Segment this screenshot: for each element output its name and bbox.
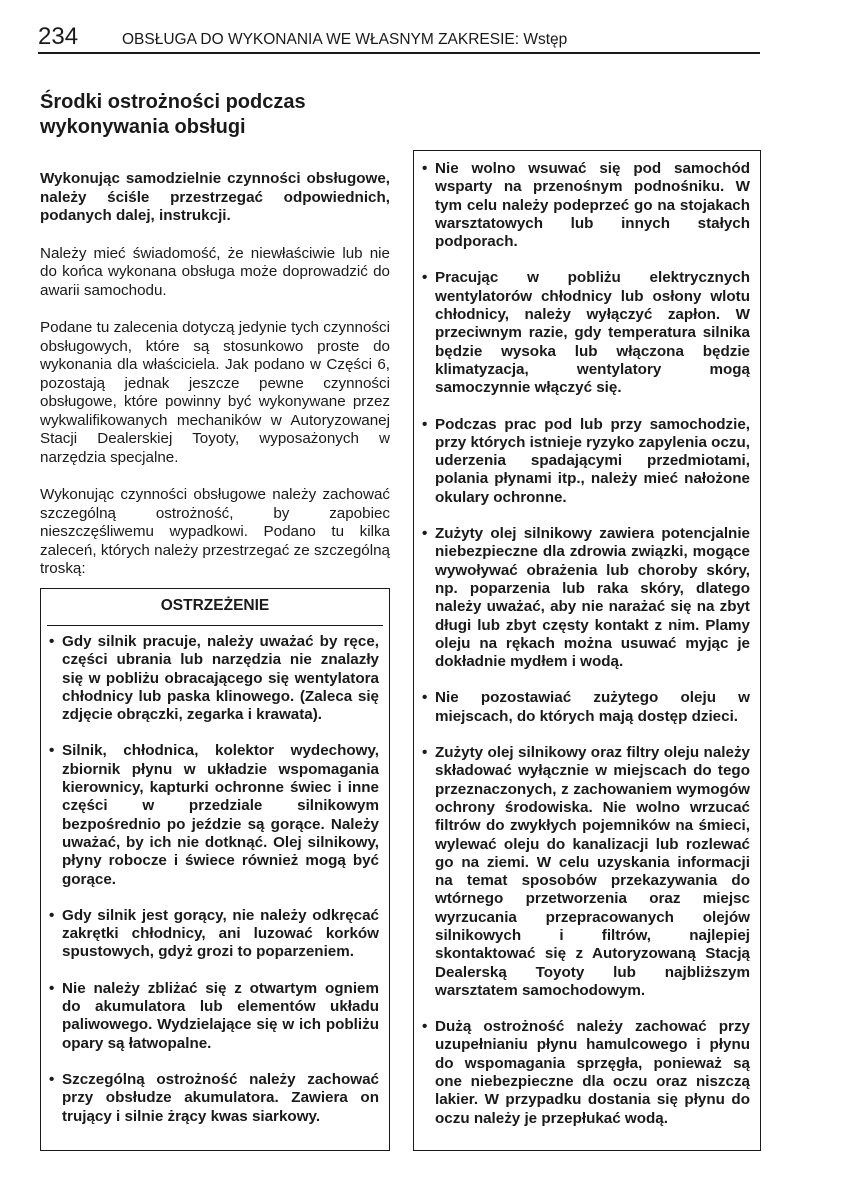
precaution-item-text: Nie pozostawiać zużytego oleju w miejscach, do których mają dostęp dzieci. — [435, 689, 750, 725]
section-title: Środki ostrożności podczas wykonywania obsługi — [40, 91, 306, 138]
precaution-item-text: Podczas prac pod lub przy samochodzie, przy których istnieje ryzyko zapylenia oczu, uderzenia spadającymi przedmiotami, polania płynami itp., należy mieć nałożone okulary ochronne. — [435, 415, 750, 506]
bullet-icon: • — [49, 1070, 55, 1088]
warning-item-text: Gdy silnik jest gorący, nie należy odkręcać zakrętki chłodnicy, ani luzować korków spustowych, gdyż grozi to poparzeniem. — [62, 906, 379, 961]
running-head: OBSŁUGA DO WYKONANIA WE WŁASNYM ZAKRESIE: Wstęp — [122, 31, 568, 48]
precaution-item — [422, 525, 750, 671]
precautions-list — [422, 160, 750, 1146]
bullet-icon: • — [422, 1018, 428, 1036]
bullet-icon: • — [49, 906, 55, 924]
bullet-icon: • — [422, 689, 428, 707]
precaution-item — [422, 1018, 750, 1128]
bullet-icon: • — [422, 269, 428, 287]
left-column — [40, 90, 390, 598]
precaution-item-text: Dużą ostrożność należy zachować przy uzupełnianiu płynu hamulcowego i płynu do wspomagania sprzęgła, ponieważ są one niebezpieczne dla oczu oraz niszczą lakier. W przypadku dostania się płynu do oczu należy je przepłukać wodą. — [435, 1018, 750, 1127]
precaution-item-text: Zużyty olej silnikowy zawiera potencjalnie niebezpieczne dla zdrowia związki, mogące wywoływać obrażenia lub choroby skóry, np. poparzenia lub raka skóry, dlatego należy uważać, aby nie narażać się na zbyt długi lub zbyt częsty kontakt z nim. Plamy oleju na rękach można usuwać myjąc je dokładnie mydłem i wodą. — [435, 525, 750, 671]
bullet-icon: • — [422, 160, 428, 177]
precaution-item-text: Nie wolno wsuwać się pod samochód wsparty na przenośnym podnośniku. W tym celu należy podeprzeć go na stojakach warsztatowych lub innych stałych podporach. — [435, 160, 750, 251]
precautions-box — [413, 150, 761, 1151]
precaution-item — [422, 416, 750, 507]
bullet-icon: • — [49, 633, 55, 650]
bullet-icon: • — [422, 415, 428, 433]
body-paragraph-3: Wykonując czynności obsługowe należy zachować szczególną ostrożność, by zapobiec nieszczęśliwemu wypadkowi. Podano tu kilka zaleceń, których należy przestrzegać ze szczególną troską: — [40, 486, 390, 577]
warning-item — [49, 980, 379, 1053]
precaution-item — [422, 744, 750, 1000]
warning-box — [40, 588, 390, 1151]
body-paragraph-1: Należy mieć świadomość, że niewłaściwie lub nie do końca wykonana obsługa może doprowadzić do awarii samochodu. — [40, 244, 390, 299]
bullet-icon: • — [49, 742, 55, 760]
warning-item-text: Szczególną ostrożność należy zachować przy obsłudze akumulatora. Zawiera on trujący i silnie żrący kwas siarkowy. — [62, 1070, 379, 1125]
page-header — [38, 23, 760, 54]
precaution-item — [422, 689, 750, 726]
warning-item — [49, 742, 379, 888]
warning-item — [49, 633, 379, 724]
precaution-item-text: Zużyty olej silnikowy oraz filtry oleju należy składować wyłącznie w miejscach do tego przeznaczonych, z zachowaniem wymogów ochrony środowiska. Nie wolno wrzucać filtrów do zwykłych pojemników na śmieci, wylewać oleju do kanalizacji lub rozlewać go na ziemi. W celu uzyskania informacji na temat sposobów przekazywania do wtórnego przetworzenia oraz miejsc wyrzucania przepracowanych olejów silnikowych i filtrów, najlepiej skontaktować się z Autoryzowaną Stacją Dealerską Toyoty lub najbliższym warsztatem samochodowym. — [435, 744, 750, 999]
warning-divider — [47, 625, 383, 626]
warning-item-text: Gdy silnik pracuje, należy uważać by ręce, części ubrania lub narzędzia nie znalazły się w pobliżu obracającego się wentylatora chłodnicy lub paska klinowego. (Zaleca się zdjęcie obrączki, zegarka i krawata). — [62, 633, 379, 724]
bullet-icon: • — [422, 525, 428, 543]
warning-item — [49, 1071, 379, 1126]
precaution-item-text: Pracując w pobliżu elektrycznych wentylatorów chłodnicy lub osłony wlotu chłodnicy, należy wyłączyć zapłon. W przeciwnym razie, gdy temperatura silnika będzie wysoka lub włączona będzie klimatyzacja, wentylatory mogą samoczynnie włączyć się. — [435, 269, 750, 397]
bullet-icon: • — [49, 979, 55, 997]
bullet-icon: • — [422, 744, 428, 762]
page-number: 234 — [38, 23, 79, 50]
precaution-item — [422, 160, 750, 251]
warning-list — [49, 633, 379, 1144]
warning-title: OSTRZEŻENIE — [160, 597, 270, 614]
warning-item — [49, 907, 379, 962]
precaution-item — [422, 269, 750, 397]
body-paragraph-2: Podane tu zalecenia dotyczą jedynie tych czynności obsługowych, które są stosunkowo proste do wykonania dla właściciela. Jak podano w Części 6, pozostają jednak jeszcze pewne czynności obsługowe, które powinny być wykonywane przez wykwalifikowanych mechaników w Autoryzowanej Stacji Dealerskiej Toyoty, wyposażonych w narzędzia specjalne. — [40, 319, 390, 466]
intro-paragraph: Wykonując samodzielnie czynności obsługowe, należy ściśle przestrzegać odpowiednich, podanych dalej, instrukcji. — [40, 170, 390, 224]
warning-item-text: Nie należy zbliżać się z otwartym ogniem do akumulatora lub elementów układu paliwowego. Wydzielające się w ich pobliżu opary są łatwopalne. — [62, 979, 379, 1052]
warning-item-text: Silnik, chłodnica, kolektor wydechowy, zbiornik płynu w układzie wspomagania kierownicy, kapturki ochronne świec i inne części w przedziale silnikowym bezpośrednio po jeździe są gorące. Należy uważać, by ich nie dotknąć. Olej silnikowy, płyny robocze i świece również mogą być gorące. — [62, 742, 379, 888]
